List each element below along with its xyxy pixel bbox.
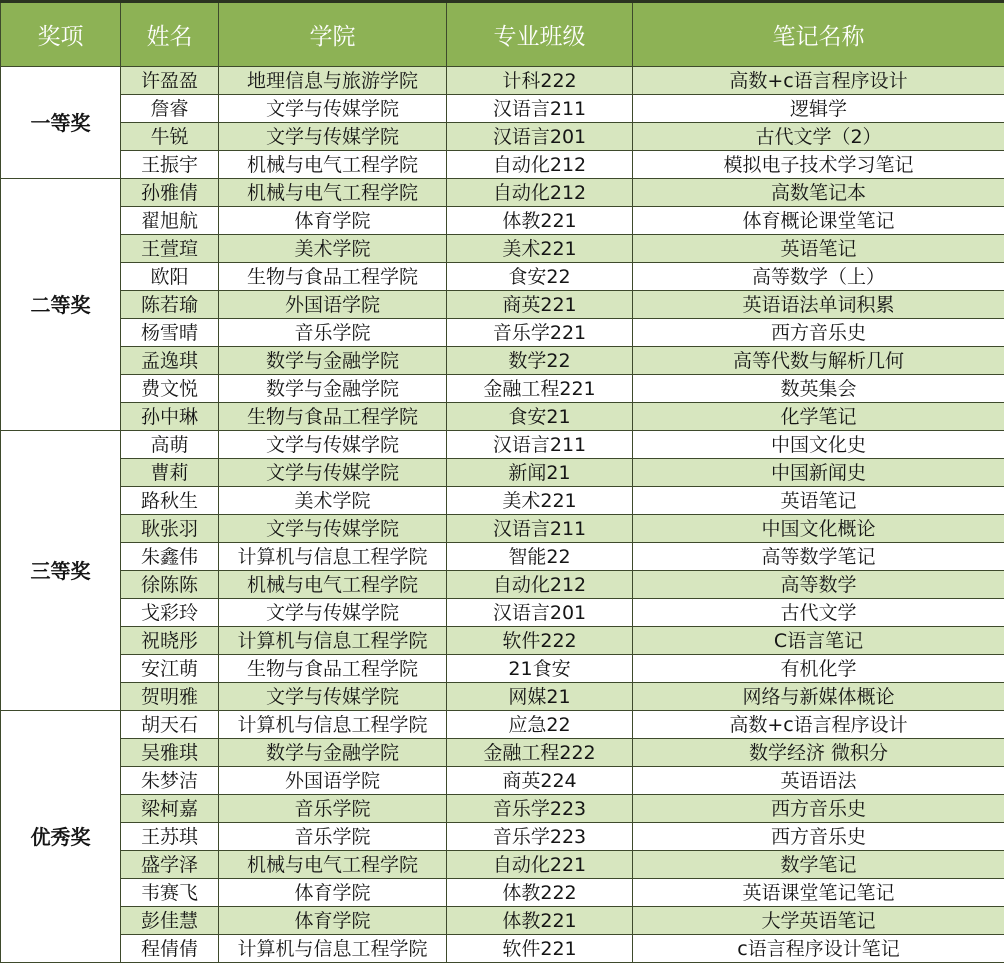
name-cell: 孙中琳 [121, 403, 219, 431]
class-cell: 体教221 [447, 207, 633, 235]
note-title-cell: 英语课堂笔记笔记 [633, 879, 1004, 907]
note-title-cell: 高数+c语言程序设计 [633, 67, 1004, 95]
college-cell: 机械与电气工程学院 [219, 151, 447, 179]
class-cell: 数学22 [447, 347, 633, 375]
college-cell: 数学与金融学院 [219, 347, 447, 375]
college-cell: 文学与传媒学院 [219, 683, 447, 711]
college-cell: 体育学院 [219, 879, 447, 907]
name-cell: 欧阳 [121, 263, 219, 291]
college-cell: 文学与传媒学院 [219, 459, 447, 487]
class-cell: 音乐学223 [447, 823, 633, 851]
college-cell: 文学与传媒学院 [219, 95, 447, 123]
table-row [1, 179, 1004, 207]
name-cell: 孟逸琪 [121, 347, 219, 375]
table-body [1, 67, 1004, 963]
award-level-cell: 优秀奖 [1, 711, 121, 963]
college-cell: 数学与金融学院 [219, 739, 447, 767]
table-row [1, 347, 1004, 375]
table-row [1, 767, 1004, 795]
name-cell: 耿张羽 [121, 515, 219, 543]
table-row [1, 879, 1004, 907]
name-cell: 牛锐 [121, 123, 219, 151]
college-cell: 外国语学院 [219, 291, 447, 319]
table-row [1, 795, 1004, 823]
table-row [1, 487, 1004, 515]
class-cell: 自动化212 [447, 179, 633, 207]
college-cell: 机械与电气工程学院 [219, 851, 447, 879]
name-cell: 徐陈陈 [121, 571, 219, 599]
name-cell: 许盈盈 [121, 67, 219, 95]
note-title-cell: 数学经济 微积分 [633, 739, 1004, 767]
college-cell: 音乐学院 [219, 795, 447, 823]
table-header [1, 2, 1004, 67]
table-row [1, 823, 1004, 851]
class-cell: 新闻21 [447, 459, 633, 487]
college-cell: 体育学院 [219, 907, 447, 935]
header-note-title: 笔记名称 [633, 2, 1004, 67]
name-cell: 韦赛飞 [121, 879, 219, 907]
table-row [1, 711, 1004, 739]
note-title-cell: 西方音乐史 [633, 319, 1004, 347]
header-award: 奖项 [1, 2, 121, 67]
note-title-cell: 西方音乐史 [633, 823, 1004, 851]
college-cell: 文学与传媒学院 [219, 599, 447, 627]
table-row [1, 235, 1004, 263]
college-cell: 地理信息与旅游学院 [219, 67, 447, 95]
header-college: 学院 [219, 2, 447, 67]
name-cell: 王振宇 [121, 151, 219, 179]
name-cell: 胡天石 [121, 711, 219, 739]
college-cell: 生物与食品工程学院 [219, 263, 447, 291]
class-cell: 软件222 [447, 627, 633, 655]
college-cell: 数学与金融学院 [219, 375, 447, 403]
class-cell: 应急22 [447, 711, 633, 739]
name-cell: 杨雪晴 [121, 319, 219, 347]
table-row [1, 907, 1004, 935]
note-title-cell: 数英集会 [633, 375, 1004, 403]
award-level-cell: 二等奖 [1, 179, 121, 431]
note-title-cell: 高等数学笔记 [633, 543, 1004, 571]
table-row [1, 151, 1004, 179]
college-cell: 体育学院 [219, 207, 447, 235]
note-title-cell: 英语笔记 [633, 235, 1004, 263]
college-cell: 美术学院 [219, 487, 447, 515]
class-cell: 软件221 [447, 935, 633, 963]
table-row [1, 459, 1004, 487]
name-cell: 梁柯嘉 [121, 795, 219, 823]
college-cell: 美术学院 [219, 235, 447, 263]
name-cell: 王苏琪 [121, 823, 219, 851]
class-cell: 体教221 [447, 907, 633, 935]
class-cell: 美术221 [447, 235, 633, 263]
class-cell: 汉语言211 [447, 431, 633, 459]
college-cell: 外国语学院 [219, 767, 447, 795]
table-row [1, 263, 1004, 291]
college-cell: 生物与食品工程学院 [219, 655, 447, 683]
table-row [1, 207, 1004, 235]
class-cell: 自动化212 [447, 571, 633, 599]
class-cell: 美术221 [447, 487, 633, 515]
college-cell: 计算机与信息工程学院 [219, 935, 447, 963]
college-cell: 机械与电气工程学院 [219, 179, 447, 207]
name-cell: 王萱瑄 [121, 235, 219, 263]
note-title-cell: 高数+c语言程序设计 [633, 711, 1004, 739]
name-cell: 高萌 [121, 431, 219, 459]
note-title-cell: 古代文学（2） [633, 123, 1004, 151]
name-cell: 吴雅琪 [121, 739, 219, 767]
name-cell: 安江萌 [121, 655, 219, 683]
college-cell: 文学与传媒学院 [219, 515, 447, 543]
header-name: 姓名 [121, 2, 219, 67]
college-cell: 计算机与信息工程学院 [219, 543, 447, 571]
class-cell: 汉语言211 [447, 515, 633, 543]
name-cell: 程倩倩 [121, 935, 219, 963]
note-title-cell: 英语笔记 [633, 487, 1004, 515]
table-row [1, 935, 1004, 963]
name-cell: 孙雅倩 [121, 179, 219, 207]
note-title-cell: 中国文化史 [633, 431, 1004, 459]
note-title-cell: 逻辑学 [633, 95, 1004, 123]
note-title-cell: 网络与新媒体概论 [633, 683, 1004, 711]
note-title-cell: 有机化学 [633, 655, 1004, 683]
note-title-cell: 英语语法 [633, 767, 1004, 795]
name-cell: 戈彩玲 [121, 599, 219, 627]
college-cell: 音乐学院 [219, 823, 447, 851]
note-title-cell: 数学笔记 [633, 851, 1004, 879]
class-cell: 食安22 [447, 263, 633, 291]
class-cell: 汉语言201 [447, 599, 633, 627]
note-title-cell: 西方音乐史 [633, 795, 1004, 823]
header-row [1, 2, 1004, 67]
note-title-cell: c语言程序设计笔记 [633, 935, 1004, 963]
class-cell: 金融工程221 [447, 375, 633, 403]
college-cell: 机械与电气工程学院 [219, 571, 447, 599]
name-cell: 朱梦洁 [121, 767, 219, 795]
class-cell: 自动化221 [447, 851, 633, 879]
class-cell: 自动化212 [447, 151, 633, 179]
table-row [1, 851, 1004, 879]
name-cell: 费文悦 [121, 375, 219, 403]
table-row [1, 599, 1004, 627]
class-cell: 金融工程222 [447, 739, 633, 767]
note-title-cell: 古代文学 [633, 599, 1004, 627]
class-cell: 汉语言211 [447, 95, 633, 123]
table-row [1, 375, 1004, 403]
class-cell: 音乐学223 [447, 795, 633, 823]
class-cell: 21食安 [447, 655, 633, 683]
college-cell: 文学与传媒学院 [219, 123, 447, 151]
college-cell: 计算机与信息工程学院 [219, 711, 447, 739]
name-cell: 朱鑫伟 [121, 543, 219, 571]
table-row [1, 515, 1004, 543]
note-title-cell: 模拟电子技术学习笔记 [633, 151, 1004, 179]
note-title-cell: 中国文化概论 [633, 515, 1004, 543]
class-cell: 商英224 [447, 767, 633, 795]
table-row [1, 319, 1004, 347]
note-title-cell: 高等数学 [633, 571, 1004, 599]
name-cell: 贺明雅 [121, 683, 219, 711]
table-row [1, 95, 1004, 123]
name-cell: 祝晓彤 [121, 627, 219, 655]
name-cell: 翟旭航 [121, 207, 219, 235]
name-cell: 陈若瑜 [121, 291, 219, 319]
note-title-cell: 英语语法单词积累 [633, 291, 1004, 319]
class-cell: 汉语言201 [447, 123, 633, 151]
class-cell: 商英221 [447, 291, 633, 319]
note-title-cell: C语言笔记 [633, 627, 1004, 655]
table-row [1, 571, 1004, 599]
table-row [1, 67, 1004, 95]
table-row [1, 627, 1004, 655]
award-level-cell: 三等奖 [1, 431, 121, 711]
college-cell: 生物与食品工程学院 [219, 403, 447, 431]
name-cell: 彭佳慧 [121, 907, 219, 935]
note-title-cell: 化学笔记 [633, 403, 1004, 431]
note-title-cell: 高等代数与解析几何 [633, 347, 1004, 375]
note-title-cell: 大学英语笔记 [633, 907, 1004, 935]
table-row [1, 431, 1004, 459]
college-cell: 计算机与信息工程学院 [219, 627, 447, 655]
header-class: 专业班级 [447, 2, 633, 67]
table-row [1, 739, 1004, 767]
table-row [1, 403, 1004, 431]
name-cell: 詹睿 [121, 95, 219, 123]
table-row [1, 683, 1004, 711]
note-title-cell: 高数笔记本 [633, 179, 1004, 207]
table-row [1, 291, 1004, 319]
class-cell: 体教222 [447, 879, 633, 907]
table-row [1, 655, 1004, 683]
award-level-cell: 一等奖 [1, 67, 121, 179]
table-row [1, 123, 1004, 151]
class-cell: 计科222 [447, 67, 633, 95]
name-cell: 路秋生 [121, 487, 219, 515]
class-cell: 智能22 [447, 543, 633, 571]
college-cell: 文学与传媒学院 [219, 431, 447, 459]
class-cell: 音乐学221 [447, 319, 633, 347]
note-title-cell: 体育概论课堂笔记 [633, 207, 1004, 235]
college-cell: 音乐学院 [219, 319, 447, 347]
note-title-cell: 高等数学（上） [633, 263, 1004, 291]
class-cell: 食安21 [447, 403, 633, 431]
name-cell: 曹莉 [121, 459, 219, 487]
table-row [1, 543, 1004, 571]
class-cell: 网媒21 [447, 683, 633, 711]
name-cell: 盛学泽 [121, 851, 219, 879]
note-title-cell: 中国新闻史 [633, 459, 1004, 487]
